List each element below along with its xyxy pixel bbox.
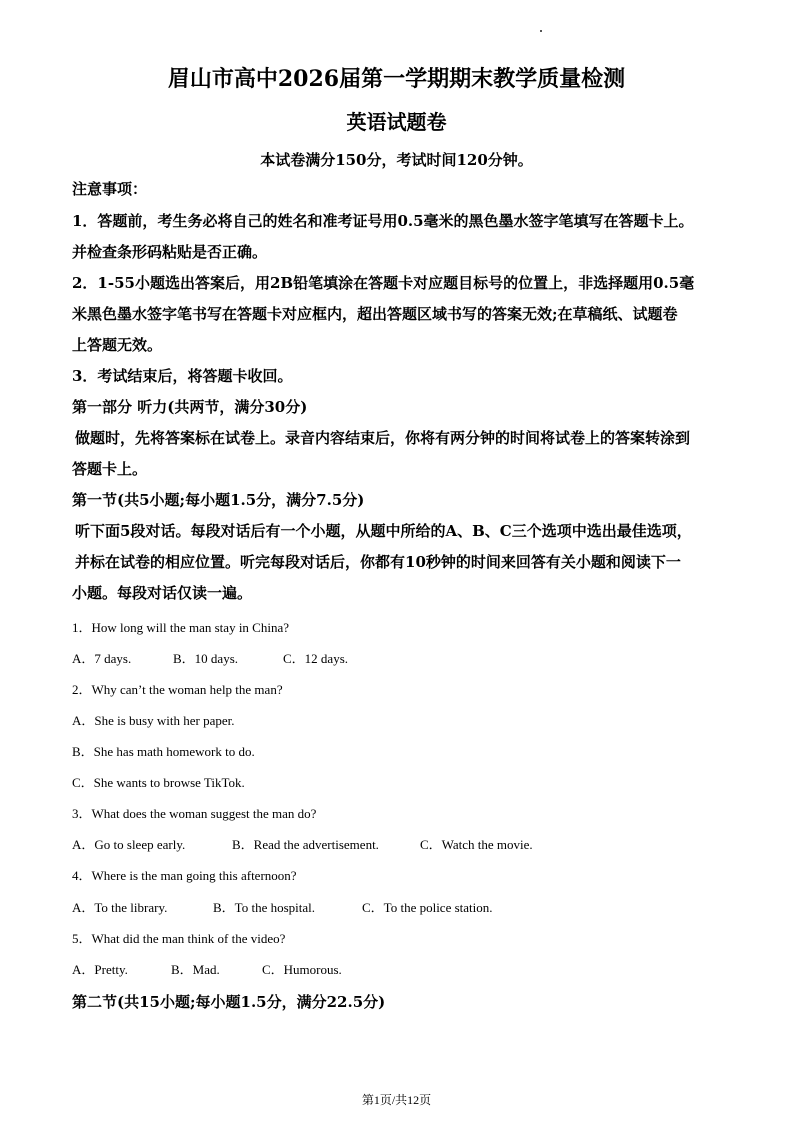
question-1-option-c: C．12 days. bbox=[283, 651, 349, 666]
part1-instruction-line-1: 做题时，先将答案标在试卷上。录音内容结束后，你将有两分钟的时间将试卷上的答案转涂到 bbox=[75, 429, 691, 447]
section2-heading: 第二节(共15小题;每小题1.5分，满分22.5分) bbox=[72, 993, 386, 1011]
part1-heading: 第一部分 听力(共两节，满分30分) bbox=[72, 398, 308, 416]
note-item-2-line-3: 上答题无效。 bbox=[72, 336, 163, 354]
note-item-2-line-2: 米黑色墨水签字笔书写在答题卡对应框内，超出答题区域书写的答案无效;在草稿纸、试题卷 bbox=[72, 305, 678, 323]
notes-heading: 注意事项： bbox=[72, 180, 148, 198]
question-4-option-b: B．To the hospital. bbox=[213, 900, 316, 915]
page-title: 眉山市高中2026届第一学期期末教学质量检测 bbox=[167, 66, 626, 92]
question-2-stem: 2．Why can’t the woman help the man? bbox=[72, 682, 283, 697]
question-2-option-c: C．She wants to browse TikTok. bbox=[72, 775, 245, 790]
question-1-stem: 1．How long will the man stay in China? bbox=[72, 620, 290, 635]
page-number: 第1页/共12页 bbox=[361, 1093, 432, 1107]
question-3-option-b: B．Read the advertisement. bbox=[232, 837, 379, 852]
question-3-stem: 3．What does the woman suggest the man do? bbox=[72, 806, 317, 821]
question-5-option-b: B．Mad. bbox=[171, 962, 220, 977]
question-4-stem: 4．Where is the man going this afternoon? bbox=[72, 868, 297, 883]
scan-dot bbox=[540, 30, 542, 32]
question-2-option-b: B．She has math homework to do. bbox=[72, 744, 255, 759]
question-5-stem: 5．What did the man think of the video? bbox=[72, 931, 286, 946]
question-5-option-a: A．Pretty. bbox=[72, 962, 128, 977]
section1-instruction-line-1: 听下面5段对话。每段对话后有一个小题，从题中所给的A、B、C三个选项中选出最佳选项， bbox=[75, 522, 692, 540]
question-1-option-b: B．10 days. bbox=[173, 651, 239, 666]
question-1-option-a: A．7 days. bbox=[72, 651, 132, 666]
note-item-1-line-1: 1．答题前，考生务必将自己的姓名和准考证号用0.5毫米的黑色墨水签字笔填写在答题卡上。 bbox=[72, 212, 694, 230]
page-subtitle: 英语试题卷 bbox=[346, 110, 447, 134]
note-item-3: 3．考试结束后，将答题卡收回。 bbox=[72, 367, 293, 385]
part1-instruction-line-2: 答题卡上。 bbox=[72, 460, 148, 478]
question-3-option-c: C．Watch the movie. bbox=[420, 837, 533, 852]
section1-heading: 第一节(共5小题;每小题1.5分，满分7.5分) bbox=[72, 491, 365, 509]
section1-instruction-line-2: 并标在试卷的相应位置。听完每段对话后，你都有10秒钟的时间来回答有关小题和阅读下一 bbox=[75, 553, 681, 571]
section1-instruction-line-3: 小题。每段对话仅读一遍。 bbox=[72, 584, 253, 602]
question-4-option-c: C．To the police station. bbox=[362, 900, 493, 915]
note-item-2-line-1: 2．1-55小题选出答案后，用2B铅笔填涂在答题卡对应题目标号的位置上，非选择题用0.5毫 bbox=[72, 274, 695, 292]
exam-info: 本试卷满分150分，考试时间120分钟。 bbox=[260, 151, 533, 169]
question-5-option-c: C．Humorous. bbox=[262, 962, 342, 977]
question-2-option-a: A．She is busy with her paper. bbox=[72, 713, 235, 728]
question-4-option-a: A．To the library. bbox=[72, 900, 168, 915]
question-3-option-a: A．Go to sleep early. bbox=[72, 837, 186, 852]
note-item-1-line-2: 并检查条形码粘贴是否正确。 bbox=[72, 243, 268, 261]
